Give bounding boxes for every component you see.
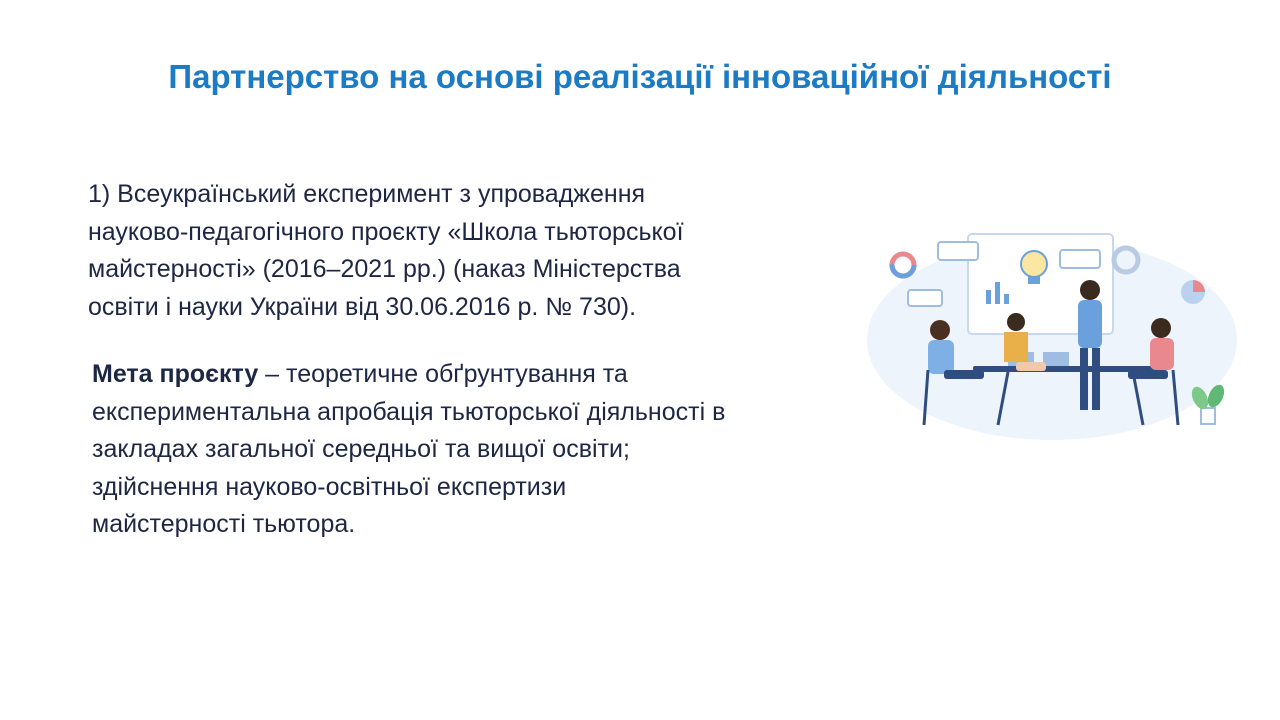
goal-first-line-text: – теоретичне обґрунтування та bbox=[258, 360, 628, 388]
goal-line: експериментальна апробація тьюторської діяльності в bbox=[92, 397, 726, 426]
experiment-line: освіти і науки України від 30.06.2016 р. № 730). bbox=[88, 292, 637, 321]
goal-line: здійснення науково-освітньої експертизи bbox=[92, 472, 567, 501]
experiment-line: майстерності» (2016–2021 рр.) (наказ Міністерства bbox=[88, 255, 681, 283]
slide-title: Партнерство на основі реалізації інноваційної діяльності bbox=[168, 58, 1112, 95]
experiment-paragraph bbox=[88, 176, 808, 326]
goal-line: майстерності тьютора. bbox=[92, 510, 356, 538]
goal-lead-label: Мета проєкту bbox=[92, 360, 259, 388]
goal-first-line bbox=[92, 356, 852, 394]
project-goal-paragraph bbox=[92, 356, 852, 544]
experiment-line: науково-педагогічного проєкту «Школа тьюторської bbox=[88, 217, 684, 246]
team-meeting-illustration-icon bbox=[858, 220, 1246, 450]
goal-line: закладах загальної середньої та вищої освіти; bbox=[92, 435, 630, 463]
experiment-line: 1) Всеукраїнський експеримент з упровадження bbox=[88, 180, 646, 208]
